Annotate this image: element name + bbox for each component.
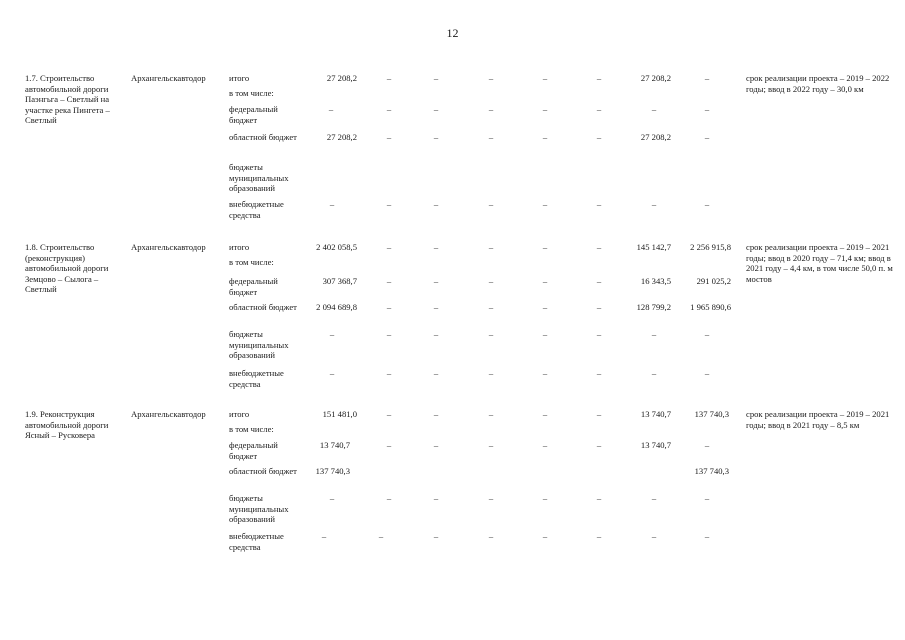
value-col-3: – xyxy=(488,104,494,114)
value-col-5: – xyxy=(596,531,602,541)
value-col-5: – xyxy=(596,73,602,83)
value-col-2: – xyxy=(433,132,439,142)
value-total: 27 208,2 xyxy=(326,132,357,142)
value-col-7: 291 025,2 xyxy=(696,276,731,286)
value-col-2: – xyxy=(433,242,439,252)
value-col-5: – xyxy=(596,276,602,286)
value-col-7: – xyxy=(704,531,710,541)
value-col-2: – xyxy=(433,276,439,286)
value-col-5: – xyxy=(596,368,602,378)
value-col-2: – xyxy=(433,104,439,114)
value-col-7: – xyxy=(704,199,710,209)
funding-source-label: в том числе: xyxy=(229,257,274,267)
project-note: срок реализации проекта – 2019 – 2021 годы; ввод в 2021 году – 8,5 км xyxy=(746,409,890,430)
value-col-1: – xyxy=(378,531,384,541)
value-col-1: – xyxy=(386,242,392,252)
value-col-4: – xyxy=(542,531,548,541)
executor: Архангельскавтодор xyxy=(131,409,206,419)
value-col-6: 13 740,7 xyxy=(640,409,671,419)
value-col-5: – xyxy=(596,493,602,503)
project-name: 1.8. Строительство (реконструкция) автомобильной дороги Земцово – Сылога – Светлый xyxy=(25,242,109,295)
value-col-3: – xyxy=(488,242,494,252)
value-col-5: – xyxy=(596,132,602,142)
value-total: 137 740,3 xyxy=(315,466,350,476)
funding-source-label: федеральный бюджет xyxy=(229,276,278,297)
value-total: – xyxy=(329,368,335,378)
project-name: 1.9. Реконструкция автомобильной дороги Ясный – Русковера xyxy=(25,409,109,441)
value-col-2: – xyxy=(433,302,439,312)
project-note: срок реализации проекта – 2019 – 2021 годы; ввод в 2020 году – 71,4 км; ввод в 2021 году – 4,4 км, в том числе 50,0 п. м мостов xyxy=(746,242,893,284)
funding-source-label: бюджеты муниципальных образований xyxy=(229,493,289,525)
value-col-6: – xyxy=(651,199,657,209)
value-total: 2 094 689,8 xyxy=(316,302,357,312)
value-col-2: – xyxy=(433,73,439,83)
funding-source-label: бюджеты муниципальных образований xyxy=(229,329,289,361)
value-col-7: – xyxy=(704,104,710,114)
value-col-1: – xyxy=(386,276,392,286)
value-col-5: – xyxy=(596,302,602,312)
value-total: 13 740,7 xyxy=(319,440,350,450)
funding-source-label: областной бюджет xyxy=(229,466,297,476)
value-total: – xyxy=(329,493,335,503)
value-col-4: – xyxy=(542,242,548,252)
page-number: 12 xyxy=(446,26,459,40)
funding-source-label: в том числе: xyxy=(229,424,274,434)
funding-source-label: бюджеты муниципальных образований xyxy=(229,162,289,194)
value-col-2: – xyxy=(433,409,439,419)
funding-source-label: федеральный бюджет xyxy=(229,440,278,461)
funding-source-label: федеральный бюджет xyxy=(229,104,278,125)
value-total: – xyxy=(329,329,335,339)
funding-source-label: в том числе: xyxy=(229,88,274,98)
value-col-2: – xyxy=(433,199,439,209)
value-total: 27 208,2 xyxy=(326,73,357,83)
funding-source-label: итого xyxy=(229,242,250,252)
value-col-3: – xyxy=(488,132,494,142)
value-total: 307 368,7 xyxy=(322,276,357,286)
funding-source-label: областной бюджет xyxy=(229,132,297,142)
value-col-6: – xyxy=(651,329,657,339)
value-col-3: – xyxy=(488,531,494,541)
value-col-5: – xyxy=(596,199,602,209)
value-col-3: – xyxy=(488,302,494,312)
funding-source-label: внебюджетные средства xyxy=(229,368,284,389)
value-col-5: – xyxy=(596,242,602,252)
value-col-6: 13 740,7 xyxy=(640,440,671,450)
value-col-4: – xyxy=(542,493,548,503)
value-col-5: – xyxy=(596,104,602,114)
value-col-1: – xyxy=(386,493,392,503)
value-col-6: 145 142,7 xyxy=(636,242,671,252)
value-col-1: – xyxy=(386,73,392,83)
project-note: срок реализации проекта – 2019 – 2022 годы; ввод в 2022 году – 30,0 км xyxy=(746,73,890,94)
value-col-7: 137 740,3 xyxy=(694,466,729,476)
value-col-3: – xyxy=(488,493,494,503)
value-col-2: – xyxy=(433,368,439,378)
value-col-7: 1 965 890,6 xyxy=(690,302,731,312)
value-col-7: – xyxy=(704,493,710,503)
value-col-2: – xyxy=(433,440,439,450)
value-col-4: – xyxy=(542,368,548,378)
value-col-3: – xyxy=(488,199,494,209)
value-col-6: 27 208,2 xyxy=(640,132,671,142)
value-col-1: – xyxy=(386,104,392,114)
value-col-7: – xyxy=(704,73,710,83)
value-col-3: – xyxy=(488,440,494,450)
value-col-7: – xyxy=(704,329,710,339)
value-col-4: – xyxy=(542,104,548,114)
value-col-7: 2 256 915,8 xyxy=(690,242,731,252)
value-total: – xyxy=(329,199,335,209)
value-col-1: – xyxy=(386,302,392,312)
value-col-1: – xyxy=(386,440,392,450)
funding-source-label: внебюджетные средства xyxy=(229,531,284,552)
executor: Архангельскавтодор xyxy=(131,242,206,252)
value-col-3: – xyxy=(488,73,494,83)
value-col-7: – xyxy=(704,132,710,142)
value-col-3: – xyxy=(488,368,494,378)
value-total: – xyxy=(321,531,327,541)
value-col-7: – xyxy=(704,368,710,378)
value-total: 151 481,0 xyxy=(322,409,357,419)
value-col-4: – xyxy=(542,302,548,312)
value-col-7: 137 740,3 xyxy=(694,409,729,419)
value-total: – xyxy=(328,104,334,114)
value-col-4: – xyxy=(542,409,548,419)
value-col-1: – xyxy=(386,409,392,419)
funding-source-label: областной бюджет xyxy=(229,302,297,312)
value-col-6: – xyxy=(651,104,657,114)
value-col-2: – xyxy=(433,531,439,541)
value-col-7: – xyxy=(704,440,710,450)
value-col-3: – xyxy=(488,276,494,286)
funding-source-label: внебюджетные средства xyxy=(229,199,284,220)
value-col-6: – xyxy=(651,368,657,378)
value-col-1: – xyxy=(386,132,392,142)
value-col-4: – xyxy=(542,199,548,209)
executor: Архангельскавтодор xyxy=(131,73,206,83)
value-col-5: – xyxy=(596,329,602,339)
value-col-4: – xyxy=(542,73,548,83)
value-col-6: 128 799,2 xyxy=(636,302,671,312)
project-name: 1.7. Строительство автомобильной дороги Паэнгьга – Светлый на участке река Пингета – Светлый xyxy=(25,73,110,126)
value-col-6: 16 343,5 xyxy=(640,276,671,286)
funding-source-label: итого xyxy=(229,73,250,83)
value-col-2: – xyxy=(433,493,439,503)
value-col-4: – xyxy=(542,440,548,450)
value-col-5: – xyxy=(596,409,602,419)
value-col-4: – xyxy=(542,276,548,286)
value-col-2: – xyxy=(433,329,439,339)
value-total: 2 402 058,5 xyxy=(316,242,357,252)
value-col-1: – xyxy=(386,199,392,209)
value-col-1: – xyxy=(386,329,392,339)
value-col-6: – xyxy=(651,531,657,541)
value-col-6: – xyxy=(651,493,657,503)
value-col-3: – xyxy=(488,329,494,339)
funding-source-label: итого xyxy=(229,409,250,419)
value-col-5: – xyxy=(596,440,602,450)
value-col-1: – xyxy=(386,368,392,378)
value-col-3: – xyxy=(488,409,494,419)
value-col-4: – xyxy=(542,132,548,142)
value-col-4: – xyxy=(542,329,548,339)
value-col-6: 27 208,2 xyxy=(640,73,671,83)
